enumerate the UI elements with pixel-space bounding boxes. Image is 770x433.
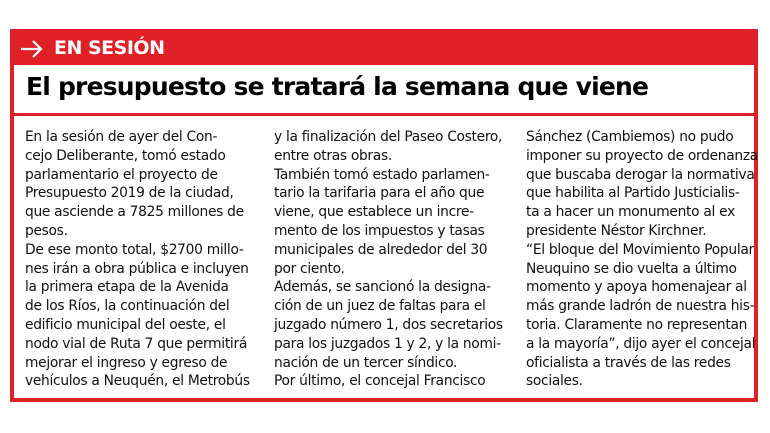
body-column-1 <box>25 128 250 391</box>
text-line: cejo Deliberante, tomó estado <box>25 147 226 164</box>
text-line: edificio municipal del oeste, el <box>25 316 226 333</box>
text-line: y la finalización del Paseo Costero, <box>274 129 503 145</box>
text-line: juzgado número 1, dos secretarios <box>274 316 503 333</box>
text-line: más grande ladrón de nuestra his- <box>526 298 755 315</box>
text-line: de los Ríos, la continuación del <box>25 298 230 315</box>
text-line: entre otras obras. <box>274 147 392 164</box>
headline: El presupuesto se tratará la semana que viene <box>26 72 649 101</box>
text-line: También tomó estado parlamen- <box>274 166 490 183</box>
text-line: toria. Claramente no representan <box>526 316 748 333</box>
text-line: que habilita al Partido Justicialis- <box>526 185 740 202</box>
text-line: que buscaba derogar la normativa <box>526 166 755 183</box>
text-line: Presupuesto 2019 de la ciudad, <box>25 185 234 202</box>
text-line: Sánchez (Cambiemos) no pudo <box>526 129 734 145</box>
text-line: ta a hacer un monumento al ex <box>526 204 735 221</box>
section-kicker-bar <box>14 33 754 65</box>
article-box <box>10 29 758 402</box>
text-line: la primera etapa de la Avenida <box>25 279 229 296</box>
text-line: “El bloque del Movimiento Popular <box>526 241 754 258</box>
text-line: vehículos a Neuquén, el Metrobús <box>25 373 250 390</box>
text-line: De ese monto total, $2700 millo- <box>25 241 244 258</box>
text-line: Por último, el concejal Francisco <box>274 373 486 390</box>
text-line: Neuquino se dio vuelta a último <box>526 260 737 277</box>
text-line: municipales de alrededor del 30 <box>274 241 488 258</box>
text-line: ción de un juez de faltas para el <box>274 298 486 315</box>
headline-divider <box>14 113 754 116</box>
text-line: por ciento. <box>274 260 345 277</box>
text-line: parlamentario el proyecto de <box>25 166 218 183</box>
section-kicker: EN SESIÓN <box>54 37 165 59</box>
text-line: imponer su proyecto de ordenanza <box>526 147 758 164</box>
text-line: viene, que establece un incre- <box>274 204 474 221</box>
text-line: mento de los impuestos y tasas <box>274 222 485 239</box>
body-column-2 <box>274 128 503 391</box>
text-line: oficialista a través de las redes <box>526 354 731 371</box>
body-column-3 <box>526 128 758 391</box>
text-line: presidente Néstor Kirchner. <box>526 222 707 239</box>
text-line: para los juzgados 1 y 2, y la nomi- <box>274 335 501 352</box>
text-line: En la sesión de ayer del Con- <box>25 129 218 145</box>
text-line: tario la tarifaria para el año que <box>274 185 485 202</box>
text-line: nodo vial de Ruta 7 que permitirá <box>25 335 247 352</box>
text-line: sociales. <box>526 373 583 390</box>
text-line: nación de un tercer síndico. <box>274 354 458 371</box>
text-line: que asciende a 7825 millones de <box>25 204 244 221</box>
right-arrow-icon <box>20 38 44 60</box>
text-line: momento y apoya homenajear al <box>526 279 747 296</box>
text-line: pesos. <box>25 222 68 239</box>
text-line: nes irán a obra pública e incluyen <box>25 260 249 277</box>
text-line: mejorar el ingreso y egreso de <box>25 354 228 371</box>
text-line: a la mayoría”, dijo ayer el concejal <box>526 335 756 352</box>
text-line: Además, se sancionó la designa- <box>274 279 491 296</box>
